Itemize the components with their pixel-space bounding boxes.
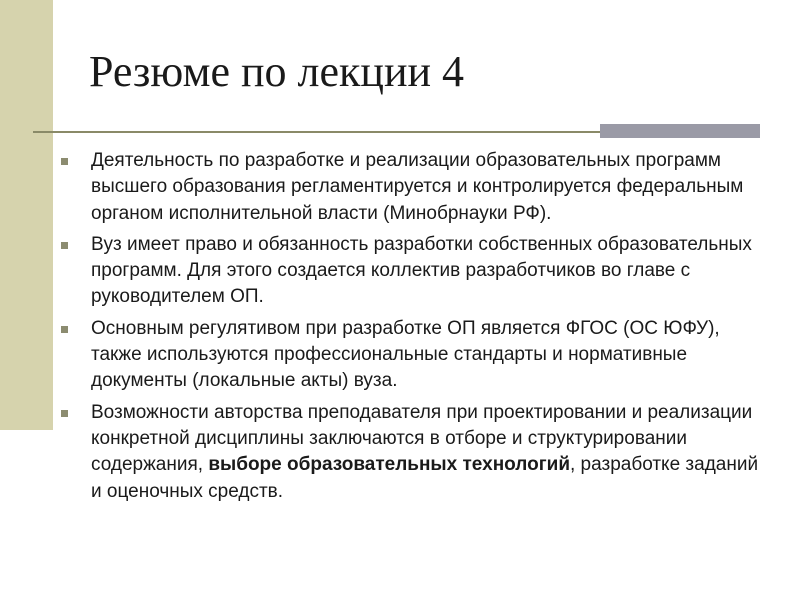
square-bullet-icon <box>61 326 68 333</box>
square-bullet-icon <box>61 158 68 165</box>
side-accent-band <box>0 0 53 430</box>
slide-title: Резюме по лекции 4 <box>89 47 465 96</box>
bullet-text-emphasis: выборе образовательных технологий <box>208 454 570 476</box>
bullet-item-2 <box>61 232 761 311</box>
square-bullet-icon <box>61 242 68 249</box>
bullet-text-end: , разработке заданий и оценочных средств. <box>91 454 759 502</box>
bullet-item-1 <box>61 148 761 227</box>
bullet-item-3 <box>61 316 761 395</box>
bullet-text: Основным регулятивом при разработке ОП является ФГОС (ОС ЮФУ), также используются профессиональные стандарты и нормативные документы (локальные акты) вуза. <box>91 317 720 392</box>
bullet-item-4 <box>61 400 761 505</box>
bullet-text-start: Возможности авторства преподавателя при проектировании и реализации конкретной дисциплины заключаются в отборе и структурировании содержания, <box>91 401 753 476</box>
square-bullet-icon <box>61 410 68 417</box>
bullet-list <box>61 148 761 510</box>
title-divider-line <box>33 131 600 133</box>
title-divider-bar <box>600 124 760 138</box>
bullet-text: Деятельность по разработке и реализации образовательных программ высшего образования регламентируется и контролируется федеральным органом исполнительной власти (Минобрнауки РФ). <box>91 150 744 224</box>
bullet-text: Вуз имеет право и обязанность разработки собственных образовательных программ. Для этого создается коллектив разработчиков во главе с руководителем ОП. <box>91 233 752 308</box>
